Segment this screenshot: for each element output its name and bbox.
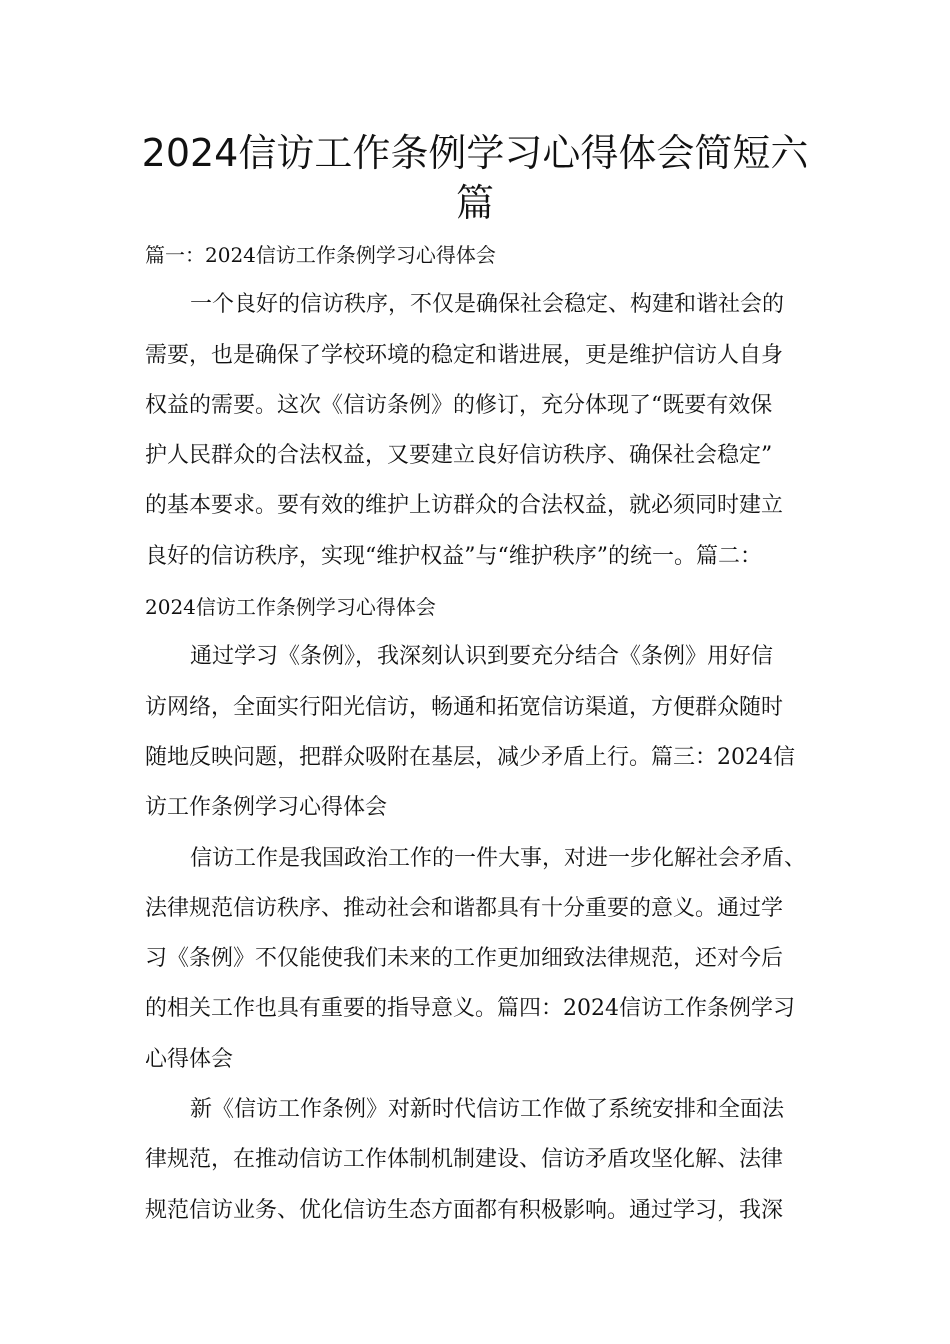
paragraph-line: 护人民群众的合法权益，又要建立良好信访秩序、确保社会稳定” bbox=[145, 443, 773, 469]
paragraph-line: 信访工作是我国政治工作的一件大事，对进一步化解社会矛盾、 bbox=[190, 845, 807, 871]
paragraph-line: 习《条例》不仅能使我们未来的工作更加细致法律规范，还对今后 bbox=[145, 946, 784, 972]
paragraph-line: 随地反映问题，把群众吸附在基层，减少矛盾上行。篇三：2024信 bbox=[145, 744, 795, 770]
paragraph-line: 法律规范信访秩序、推动社会和谐都具有十分重要的意义。通过学 bbox=[145, 895, 784, 921]
paragraph-line: 的基本要求。要有效的维护上访群众的合法权益，就必须同时建立 bbox=[145, 493, 784, 519]
paragraph-line: 访网络，全面实行阳光信访，畅通和拓宽信访渠道，方便群众随时 bbox=[145, 694, 784, 720]
paragraph-line: 良好的信访秩序，实现“维护权益”与“维护秩序”的统一。篇二： bbox=[145, 543, 762, 569]
paragraph-line: 规范信访业务、优化信访生态方面都有积极影响。通过学习，我深 bbox=[145, 1197, 784, 1223]
paragraph-line: 新《信访工作条例》对新时代信访工作做了系统安排和全面法 bbox=[190, 1097, 785, 1123]
document-body bbox=[145, 230, 835, 1236]
paragraph-line: 律规范，在推动信访工作体制机制建设、信访矛盾攻坚化解、法律 bbox=[145, 1147, 784, 1173]
section-heading-1: 篇一：2024信访工作条例学习心得体会 bbox=[145, 243, 496, 267]
section-heading-2: 2024信访工作条例学习心得体会 bbox=[145, 595, 436, 620]
paragraph-line: 权益的需要。这次《信访条例》的修订，充分体现了“既要有效保 bbox=[145, 392, 773, 418]
paragraph-line: 需要，也是确保了学校环境的稳定和谐进展，更是维护信访人自身 bbox=[145, 342, 784, 368]
paragraph-line: 通过学习《条例》，我深刻认识到要充分结合《条例》用好信 bbox=[190, 644, 774, 670]
section-heading-4: 心得体会 bbox=[145, 1046, 234, 1072]
title-line-2: 篇 bbox=[455, 181, 494, 225]
document-title bbox=[120, 128, 830, 228]
title-line-1: 2024信访工作条例学习心得体会简短六 bbox=[141, 131, 809, 175]
paragraph-line: 的相关工作也具有重要的指导意义。篇四：2024信访工作条例学习 bbox=[145, 996, 795, 1022]
paragraph-line: 一个良好的信访秩序，不仅是确保社会稳定、构建和谐社会的 bbox=[190, 292, 785, 318]
section-heading-3: 访工作条例学习心得体会 bbox=[145, 795, 388, 821]
